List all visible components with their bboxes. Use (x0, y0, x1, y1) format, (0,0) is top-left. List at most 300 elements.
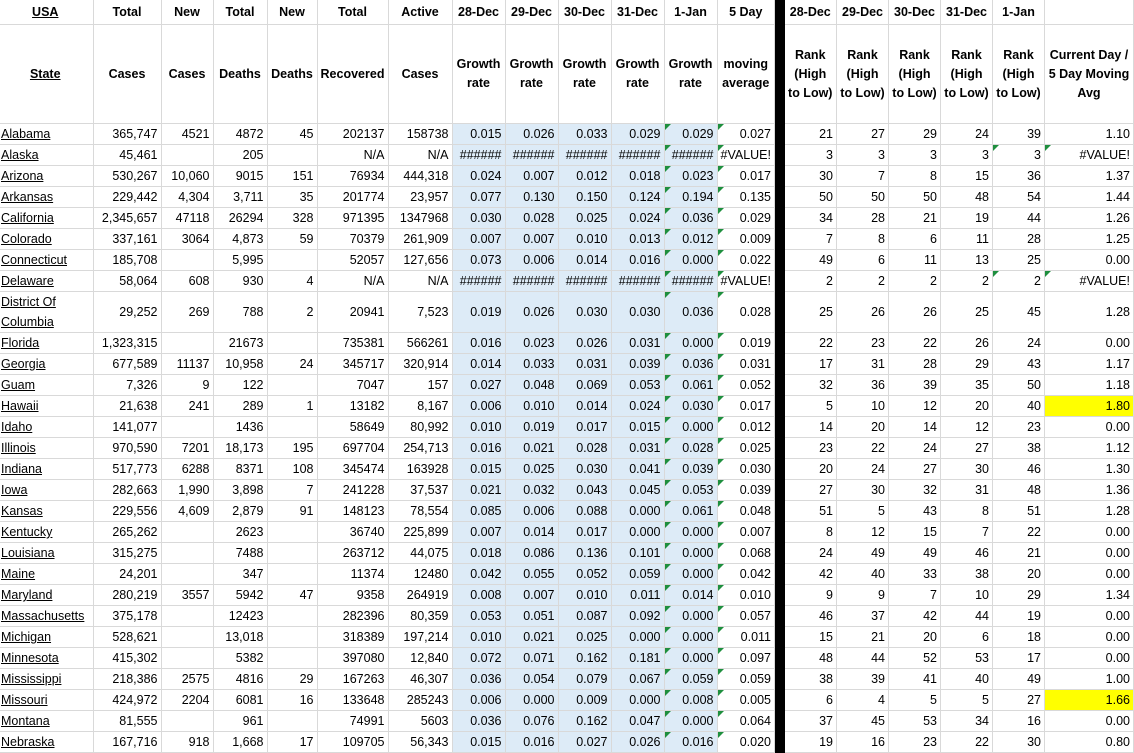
data-cell[interactable]: 265,262 (93, 522, 161, 543)
data-cell[interactable]: 0.006 (505, 501, 558, 522)
data-cell[interactable]: 0.031 (611, 438, 664, 459)
data-cell[interactable]: 289 (213, 396, 267, 417)
data-cell[interactable]: 1.25 (1045, 229, 1134, 250)
data-cell[interactable]: 22 (889, 333, 941, 354)
data-cell[interactable]: 5382 (213, 648, 267, 669)
data-cell[interactable] (267, 417, 317, 438)
data-cell[interactable]: 12480 (388, 564, 452, 585)
data-cell[interactable]: 0.000 (664, 417, 717, 438)
state-link[interactable]: Kansas (0, 501, 93, 522)
data-cell[interactable]: 24 (993, 333, 1045, 354)
data-cell[interactable]: 0.00 (1045, 711, 1134, 732)
state-link[interactable]: Louisiana (0, 543, 93, 564)
data-cell[interactable]: 2575 (161, 669, 213, 690)
data-cell[interactable]: 2 (993, 271, 1045, 292)
header-cell[interactable]: Growth rate (611, 25, 664, 124)
data-cell[interactable] (161, 711, 213, 732)
data-cell[interactable]: 27 (941, 438, 993, 459)
data-cell[interactable]: 4,873 (213, 229, 267, 250)
data-cell[interactable]: 7047 (317, 375, 388, 396)
data-cell[interactable]: 0.029 (717, 208, 775, 229)
data-cell[interactable]: 0.026 (505, 292, 558, 333)
data-cell[interactable]: 0.00 (1045, 250, 1134, 271)
data-cell[interactable]: 46,307 (388, 669, 452, 690)
data-cell[interactable]: 7 (267, 480, 317, 501)
data-cell[interactable]: 0.00 (1045, 543, 1134, 564)
data-cell[interactable]: 0.053 (664, 480, 717, 501)
data-cell[interactable]: 38 (993, 438, 1045, 459)
data-cell[interactable]: 282396 (317, 606, 388, 627)
data-cell[interactable]: 44 (993, 208, 1045, 229)
data-cell[interactable]: 24 (889, 438, 941, 459)
data-cell[interactable]: 566261 (388, 333, 452, 354)
data-cell[interactable]: 21,638 (93, 396, 161, 417)
data-cell[interactable]: 0.007 (452, 229, 505, 250)
data-cell[interactable]: 0.052 (558, 564, 611, 585)
data-cell[interactable]: 50 (889, 187, 941, 208)
header-cell[interactable]: Growth rate (664, 25, 717, 124)
data-cell[interactable]: 27 (889, 459, 941, 480)
data-cell[interactable]: 5 (837, 501, 889, 522)
data-cell[interactable]: 5942 (213, 585, 267, 606)
data-cell[interactable]: 0.017 (558, 522, 611, 543)
data-cell[interactable]: 261,909 (388, 229, 452, 250)
data-cell[interactable]: 0.000 (505, 690, 558, 711)
data-cell[interactable]: 11 (941, 229, 993, 250)
data-cell[interactable]: 17 (267, 732, 317, 753)
data-cell[interactable]: 0.000 (664, 522, 717, 543)
data-cell[interactable]: 9358 (317, 585, 388, 606)
data-cell[interactable]: 0.007 (505, 166, 558, 187)
data-cell[interactable]: ###### (452, 271, 505, 292)
data-cell[interactable]: 185,708 (93, 250, 161, 271)
header-cell[interactable]: Rank (High to Low) (889, 25, 941, 124)
data-cell[interactable]: 53 (941, 648, 993, 669)
header-cell[interactable]: New (161, 0, 213, 25)
state-link[interactable]: Hawaii (0, 396, 93, 417)
data-cell[interactable]: 31 (837, 354, 889, 375)
data-cell[interactable]: 24 (267, 354, 317, 375)
data-cell[interactable]: 151 (267, 166, 317, 187)
header-cell[interactable]: 30-Dec (558, 0, 611, 25)
data-cell[interactable]: 49 (889, 543, 941, 564)
header-cell[interactable]: 31-Dec (941, 0, 993, 25)
data-cell[interactable]: 0.051 (505, 606, 558, 627)
data-cell[interactable]: 0.039 (664, 459, 717, 480)
data-cell[interactable]: 0.000 (664, 648, 717, 669)
data-cell[interactable]: 0.027 (558, 732, 611, 753)
data-cell[interactable]: 0.014 (664, 585, 717, 606)
data-cell[interactable]: 0.00 (1045, 333, 1134, 354)
data-cell[interactable]: 133648 (317, 690, 388, 711)
header-cell[interactable]: Rank (High to Low) (993, 25, 1045, 124)
data-cell[interactable]: 0.073 (452, 250, 505, 271)
data-cell[interactable]: 0.033 (505, 354, 558, 375)
data-cell[interactable]: 1.28 (1045, 501, 1134, 522)
data-cell[interactable]: 20 (993, 564, 1045, 585)
data-cell[interactable]: 0.030 (558, 292, 611, 333)
data-cell[interactable]: 2 (785, 271, 837, 292)
header-cell[interactable]: 5 Day (717, 0, 775, 25)
data-cell[interactable]: 0.022 (717, 250, 775, 271)
data-cell[interactable]: 4,304 (161, 187, 213, 208)
data-cell[interactable]: 0.033 (558, 124, 611, 145)
data-cell[interactable]: 9 (161, 375, 213, 396)
data-cell[interactable]: 0.025 (558, 208, 611, 229)
data-cell[interactable]: 0.00 (1045, 564, 1134, 585)
data-cell[interactable]: 0.053 (452, 606, 505, 627)
data-cell[interactable]: 0.036 (452, 711, 505, 732)
data-cell[interactable]: 0.064 (717, 711, 775, 732)
data-cell[interactable]: 59 (267, 229, 317, 250)
data-cell[interactable]: 4872 (213, 124, 267, 145)
data-cell[interactable]: 7 (889, 585, 941, 606)
data-cell[interactable]: 5603 (388, 711, 452, 732)
data-cell[interactable]: 0.005 (717, 690, 775, 711)
data-cell[interactable]: 45 (267, 124, 317, 145)
data-cell[interactable]: 22 (785, 333, 837, 354)
data-cell[interactable]: 45,461 (93, 145, 161, 166)
data-cell[interactable]: 254,713 (388, 438, 452, 459)
data-cell[interactable] (161, 250, 213, 271)
data-cell[interactable]: 0.010 (717, 585, 775, 606)
data-cell[interactable]: 0.194 (664, 187, 717, 208)
data-cell[interactable]: 0.030 (717, 459, 775, 480)
data-cell[interactable]: 11137 (161, 354, 213, 375)
data-cell[interactable]: 0.024 (611, 208, 664, 229)
data-cell[interactable]: 6 (837, 250, 889, 271)
data-cell[interactable]: 0.028 (558, 438, 611, 459)
state-link[interactable]: Connecticut (0, 250, 93, 271)
data-cell[interactable]: ###### (664, 145, 717, 166)
state-link[interactable]: Alaska (0, 145, 93, 166)
header-cell[interactable]: Cases (161, 25, 213, 124)
data-cell[interactable]: 16 (837, 732, 889, 753)
state-link[interactable]: Mississippi (0, 669, 93, 690)
data-cell[interactable]: 3 (993, 145, 1045, 166)
data-cell[interactable] (267, 522, 317, 543)
data-cell[interactable]: 0.000 (611, 501, 664, 522)
data-cell[interactable]: 15 (889, 522, 941, 543)
data-cell[interactable]: 0.026 (558, 333, 611, 354)
data-cell[interactable]: 10,958 (213, 354, 267, 375)
data-cell[interactable]: 3557 (161, 585, 213, 606)
data-cell[interactable]: 375,178 (93, 606, 161, 627)
data-cell[interactable]: 41 (889, 669, 941, 690)
data-cell[interactable]: 0.009 (558, 690, 611, 711)
data-cell[interactable]: 4,609 (161, 501, 213, 522)
data-cell[interactable]: 0.014 (452, 354, 505, 375)
data-cell[interactable]: N/A (388, 145, 452, 166)
data-cell[interactable]: 0.008 (452, 585, 505, 606)
data-cell[interactable]: 0.014 (558, 396, 611, 417)
data-cell[interactable]: 0.130 (505, 187, 558, 208)
data-cell[interactable]: #VALUE! (1045, 271, 1134, 292)
data-cell[interactable]: 0.007 (505, 585, 558, 606)
state-link[interactable]: Kentucky (0, 522, 93, 543)
data-cell[interactable]: 42 (889, 606, 941, 627)
data-cell[interactable]: ###### (558, 271, 611, 292)
header-cell[interactable]: 28-Dec (452, 0, 505, 25)
data-cell[interactable]: 10 (837, 396, 889, 417)
data-cell[interactable]: 0.008 (664, 690, 717, 711)
data-cell[interactable]: 1347968 (388, 208, 452, 229)
data-cell[interactable]: 0.025 (717, 438, 775, 459)
data-cell[interactable]: 21 (993, 543, 1045, 564)
data-cell[interactable]: 0.025 (505, 459, 558, 480)
header-cell[interactable]: moving average (717, 25, 775, 124)
header-cell[interactable]: Growth rate (558, 25, 611, 124)
data-cell[interactable]: 23 (993, 417, 1045, 438)
data-cell[interactable]: 17 (993, 648, 1045, 669)
data-cell[interactable]: 39 (889, 375, 941, 396)
data-cell[interactable]: 21 (785, 124, 837, 145)
data-cell[interactable]: 27 (837, 124, 889, 145)
data-cell[interactable]: 0.000 (664, 627, 717, 648)
data-cell[interactable]: 328 (267, 208, 317, 229)
data-cell[interactable]: 12,840 (388, 648, 452, 669)
data-cell[interactable]: 32 (889, 480, 941, 501)
data-cell[interactable] (267, 250, 317, 271)
data-cell[interactable]: 424,972 (93, 690, 161, 711)
data-cell[interactable] (161, 648, 213, 669)
data-cell[interactable]: 0.072 (452, 648, 505, 669)
header-cell[interactable]: Deaths (213, 25, 267, 124)
data-cell[interactable]: 20 (837, 417, 889, 438)
data-cell[interactable]: 0.012 (558, 166, 611, 187)
data-cell[interactable]: 0.024 (452, 166, 505, 187)
header-cell[interactable]: Recovered (317, 25, 388, 124)
data-cell[interactable]: 0.021 (452, 480, 505, 501)
data-cell[interactable]: 56,343 (388, 732, 452, 753)
data-cell[interactable]: 28 (993, 229, 1045, 250)
state-link[interactable]: Idaho (0, 417, 93, 438)
data-cell[interactable]: 0.012 (717, 417, 775, 438)
state-link[interactable]: Florida (0, 333, 93, 354)
data-cell[interactable]: 148123 (317, 501, 388, 522)
data-cell[interactable]: 8 (837, 229, 889, 250)
data-cell[interactable]: 18 (993, 627, 1045, 648)
data-cell[interactable]: 127,656 (388, 250, 452, 271)
data-cell[interactable]: 0.042 (452, 564, 505, 585)
state-link[interactable]: Arizona (0, 166, 93, 187)
data-cell[interactable]: 2204 (161, 690, 213, 711)
data-cell[interactable]: 0.077 (452, 187, 505, 208)
data-cell[interactable]: 0.024 (611, 396, 664, 417)
data-cell[interactable]: 0.000 (611, 690, 664, 711)
data-cell[interactable]: 0.041 (611, 459, 664, 480)
data-cell[interactable]: 0.019 (717, 333, 775, 354)
data-cell[interactable] (267, 543, 317, 564)
data-cell[interactable]: 0.016 (452, 438, 505, 459)
data-cell[interactable]: 29,252 (93, 292, 161, 333)
data-cell[interactable]: ###### (505, 145, 558, 166)
data-cell[interactable]: 20 (889, 627, 941, 648)
header-cell[interactable]: 31-Dec (611, 0, 664, 25)
data-cell[interactable]: 46 (993, 459, 1045, 480)
data-cell[interactable]: 12 (837, 522, 889, 543)
data-cell[interactable]: 0.021 (505, 438, 558, 459)
data-cell[interactable]: 7,326 (93, 375, 161, 396)
data-cell[interactable]: 0.071 (505, 648, 558, 669)
state-link[interactable]: Colorado (0, 229, 93, 250)
data-cell[interactable]: 0.027 (717, 124, 775, 145)
data-cell[interactable]: 0.028 (664, 438, 717, 459)
data-cell[interactable]: 46 (941, 543, 993, 564)
data-cell[interactable]: 347 (213, 564, 267, 585)
data-cell[interactable]: 47 (267, 585, 317, 606)
data-cell[interactable]: 20 (785, 459, 837, 480)
header-cell[interactable]: Active (388, 0, 452, 25)
data-cell[interactable]: 22 (993, 522, 1045, 543)
data-cell[interactable]: 8371 (213, 459, 267, 480)
data-cell[interactable]: 225,899 (388, 522, 452, 543)
data-cell[interactable]: 0.030 (611, 292, 664, 333)
data-cell[interactable]: 0.026 (611, 732, 664, 753)
data-cell[interactable]: 0.052 (717, 375, 775, 396)
data-cell[interactable]: 26 (941, 333, 993, 354)
state-link[interactable]: Missouri (0, 690, 93, 711)
data-cell[interactable]: 0.028 (505, 208, 558, 229)
data-cell[interactable] (267, 711, 317, 732)
data-cell[interactable]: 530,267 (93, 166, 161, 187)
data-cell[interactable]: 415,302 (93, 648, 161, 669)
data-cell[interactable]: 21 (889, 208, 941, 229)
data-cell[interactable]: 4521 (161, 124, 213, 145)
data-cell[interactable]: 1.34 (1045, 585, 1134, 606)
data-cell[interactable]: 1.36 (1045, 480, 1134, 501)
data-cell[interactable]: 2,345,657 (93, 208, 161, 229)
data-cell[interactable]: 5 (785, 396, 837, 417)
data-cell[interactable]: 0.018 (611, 166, 664, 187)
data-cell[interactable]: 30 (785, 166, 837, 187)
data-cell[interactable] (161, 145, 213, 166)
data-cell[interactable]: 0.124 (611, 187, 664, 208)
data-cell[interactable]: 28 (837, 208, 889, 229)
data-cell[interactable]: 2,879 (213, 501, 267, 522)
data-cell[interactable]: 0.00 (1045, 417, 1134, 438)
data-cell[interactable]: 0.023 (505, 333, 558, 354)
data-cell[interactable]: 241228 (317, 480, 388, 501)
header-cell[interactable]: Growth rate (452, 25, 505, 124)
data-cell[interactable]: 17 (785, 354, 837, 375)
state-link[interactable]: Massachusetts (0, 606, 93, 627)
data-cell[interactable]: 0.80 (1045, 732, 1134, 753)
header-cell[interactable]: New (267, 0, 317, 25)
data-cell[interactable]: 0.000 (664, 711, 717, 732)
data-cell[interactable]: 1 (267, 396, 317, 417)
data-cell[interactable]: 788 (213, 292, 267, 333)
data-cell[interactable]: 0.007 (505, 229, 558, 250)
data-cell[interactable]: 34 (941, 711, 993, 732)
data-cell[interactable]: 0.000 (611, 627, 664, 648)
data-cell[interactable]: 23 (837, 333, 889, 354)
data-cell[interactable]: 0.000 (664, 250, 717, 271)
data-cell[interactable]: 22 (837, 438, 889, 459)
data-cell[interactable]: 7 (785, 229, 837, 250)
state-link[interactable]: Delaware (0, 271, 93, 292)
data-cell[interactable]: 0.086 (505, 543, 558, 564)
data-cell[interactable]: 345474 (317, 459, 388, 480)
data-cell[interactable]: 58,064 (93, 271, 161, 292)
data-cell[interactable]: 528,621 (93, 627, 161, 648)
header-cell[interactable]: Total (213, 0, 267, 25)
data-cell[interactable]: 2 (837, 271, 889, 292)
data-cell[interactable]: 43 (889, 501, 941, 522)
header-cell[interactable]: Cases (388, 25, 452, 124)
data-cell[interactable]: 28 (889, 354, 941, 375)
data-cell[interactable]: 50 (993, 375, 1045, 396)
data-cell[interactable]: 157 (388, 375, 452, 396)
data-cell[interactable]: 1,323,315 (93, 333, 161, 354)
data-cell[interactable]: 78,554 (388, 501, 452, 522)
data-cell[interactable]: 36 (837, 375, 889, 396)
data-cell[interactable]: 23 (889, 732, 941, 753)
data-cell[interactable]: 1.44 (1045, 187, 1134, 208)
data-cell[interactable]: 269 (161, 292, 213, 333)
data-cell[interactable]: 0.017 (717, 396, 775, 417)
data-cell[interactable]: 13 (941, 250, 993, 271)
data-cell[interactable]: N/A (317, 145, 388, 166)
data-cell[interactable]: 0.016 (664, 732, 717, 753)
data-cell[interactable]: 282,663 (93, 480, 161, 501)
data-cell[interactable]: 0.045 (611, 480, 664, 501)
data-cell[interactable]: 0.00 (1045, 627, 1134, 648)
data-cell[interactable]: 3,711 (213, 187, 267, 208)
data-cell[interactable]: 0.068 (717, 543, 775, 564)
data-cell[interactable]: 0.014 (505, 522, 558, 543)
data-cell[interactable]: 0.019 (452, 292, 505, 333)
state-link[interactable]: Illinois (0, 438, 93, 459)
data-cell[interactable]: 91 (267, 501, 317, 522)
data-cell[interactable]: 24,201 (93, 564, 161, 585)
data-cell[interactable]: 0.016 (611, 250, 664, 271)
data-cell[interactable]: 961 (213, 711, 267, 732)
header-cell[interactable]: Rank (High to Low) (941, 25, 993, 124)
data-cell[interactable]: 1436 (213, 417, 267, 438)
data-cell[interactable]: 0.00 (1045, 606, 1134, 627)
data-cell[interactable] (161, 522, 213, 543)
data-cell[interactable]: 23,957 (388, 187, 452, 208)
state-link[interactable]: Arkansas (0, 187, 93, 208)
data-cell[interactable]: 36740 (317, 522, 388, 543)
data-cell[interactable]: N/A (317, 271, 388, 292)
data-cell[interactable]: 345717 (317, 354, 388, 375)
data-cell[interactable]: 337,161 (93, 229, 161, 250)
data-cell[interactable]: 0.017 (558, 417, 611, 438)
data-cell[interactable]: 0.061 (664, 375, 717, 396)
data-cell[interactable]: 51 (993, 501, 1045, 522)
data-cell[interactable]: 7,523 (388, 292, 452, 333)
data-cell[interactable]: 24 (941, 124, 993, 145)
data-cell[interactable]: 6 (941, 627, 993, 648)
data-cell[interactable]: 35 (941, 375, 993, 396)
header-cell[interactable]: Total (93, 0, 161, 25)
data-cell[interactable]: 0.097 (717, 648, 775, 669)
data-cell[interactable]: 18,173 (213, 438, 267, 459)
data-cell[interactable]: 0.000 (611, 522, 664, 543)
data-cell[interactable]: 2 (941, 271, 993, 292)
data-cell[interactable]: 0.018 (452, 543, 505, 564)
data-cell[interactable]: 11374 (317, 564, 388, 585)
data-cell[interactable]: 30 (837, 480, 889, 501)
data-cell[interactable]: 16 (993, 711, 1045, 732)
data-cell[interactable]: 29 (993, 585, 1045, 606)
data-cell[interactable]: 0.085 (452, 501, 505, 522)
data-cell[interactable]: 3,898 (213, 480, 267, 501)
data-cell[interactable]: 80,359 (388, 606, 452, 627)
data-cell[interactable]: 0.030 (558, 459, 611, 480)
